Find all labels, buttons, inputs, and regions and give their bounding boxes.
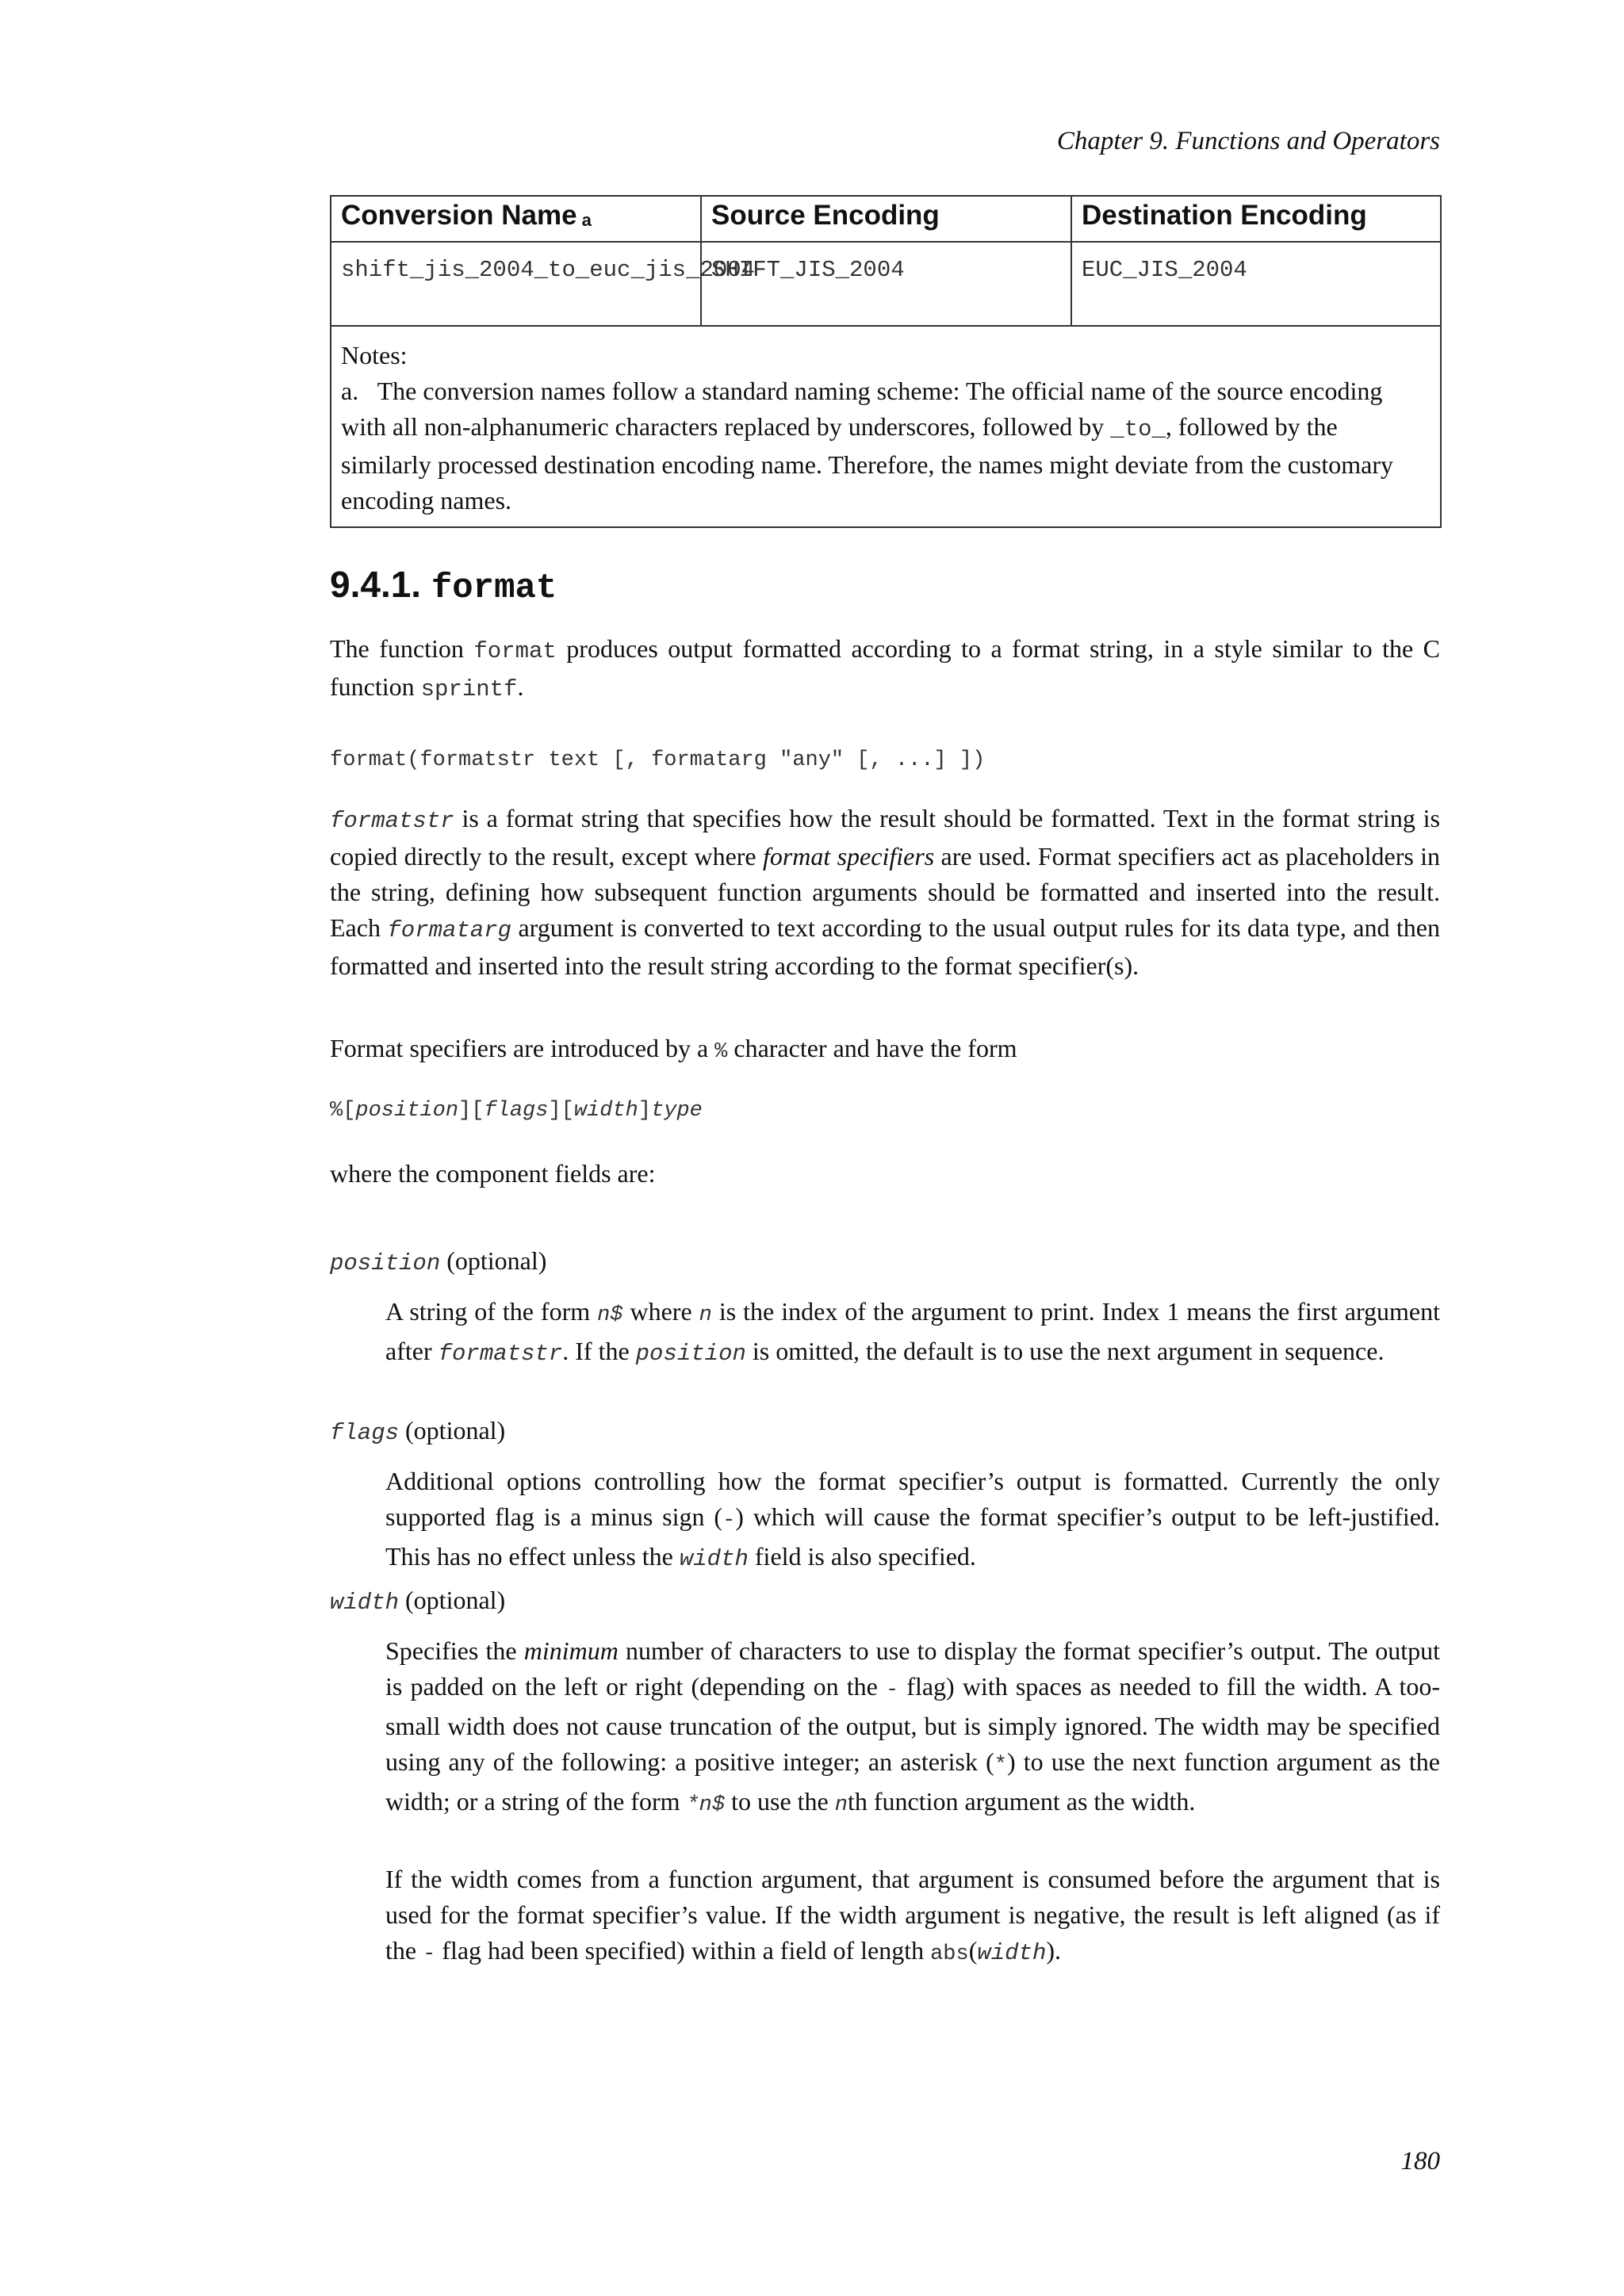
function-synopsis: format(formatstr text [, formatarg "any" [, ...] ]) <box>330 748 986 772</box>
note-a: a. The conversion names follow a standard naming scheme: The official name of the source encoding with all non-alphanumeric characters replaced by underscores, followed by _to_, followed by the similarly processed destination encoding name. Therefore, the names might deviate from the customary encoding names. <box>341 377 1393 515</box>
cell-conversion-name: shift_jis_2004_to_euc_jis_2004 <box>331 242 701 326</box>
term-position: position (optional) <box>330 1246 547 1276</box>
definition-flags: Additional options controlling how the format specifier’s output is formatted. Currently the only supported flag is a minus sign (-) which will cause the format specifier’s output to be left-justified. This has no effect unless the width field is also specified. <box>385 1467 1441 1572</box>
formatstr-paragraph: formatstr is a format string that specifies how the result should be formatted. Text in the format string is copied directly to the result, except where format specifiers are used. Format specifiers act as placeholders in the string, defining how subsequent function arguments should be formatted and inserted into the result. Each formatarg argument is converted to text according to the usual output rules for its data type, and then formatted and inserted into the result string according to the format specifier(s). <box>330 804 1441 980</box>
conversion-table <box>330 195 1442 528</box>
notes-label: Notes: <box>341 341 408 369</box>
table-notes-row <box>331 326 1441 527</box>
column-header-destination-encoding: Destination Encoding <box>1071 196 1441 242</box>
page-number: 180 <box>1400 2147 1440 2175</box>
table-header-row <box>331 196 1441 242</box>
table-row <box>331 242 1441 326</box>
column-header-conversion-name: Conversion Name $^a$ <box>331 196 701 242</box>
definition-position: A string of the form n$ where n is the index of the argument to print. Index 1 means the first argument after formatstr. If the position is omitted, the default is to use the next argument in sequence. <box>385 1297 1441 1367</box>
definition-width: Specifies the minimum number of characters to use to display the format specifier’s output. The output is padded on the left or right (depending on the - flag) with spaces as needed to fill the width. A too-small width does not cause truncation of the output, but is simply ignored. The width may be specified using any of the following: a positive integer; an asterisk (*) to use the next function argument as the width; or a string of the form *n$ to use the nth function argument as the width. <box>385 1636 1441 1817</box>
cell-source-encoding: SHIFT_JIS_2004 <box>701 242 1071 326</box>
term-flags: flags (optional) <box>330 1416 506 1446</box>
term-width: width (optional) <box>330 1586 506 1616</box>
fields-intro: where the component fields are: <box>330 1159 656 1188</box>
column-header-source-encoding: Source Encoding <box>701 196 1071 242</box>
cell-destination-encoding: EUC_JIS_2004 <box>1071 242 1441 326</box>
intro-paragraph: The function format produces output formatted according to a format string, in a style similar to the C function sprintf. <box>330 634 1441 702</box>
footnote-marker: a <box>581 210 592 230</box>
definition-width-continued: If the width comes from a function argument, that argument is consumed before the argument that is used for the format specifier’s value. If the width argument is negative, the result is left aligned (as if the - flag had been specified) within a field of length abs(width). <box>385 1865 1440 1966</box>
specifier-form: %[position][flags][width]type <box>330 1099 703 1123</box>
table-notes <box>331 326 1441 527</box>
note-marker: a. <box>341 377 359 405</box>
specifier-intro-paragraph: Format specifiers are introduced by a % character and have the form <box>330 1034 1017 1064</box>
running-header: Chapter 9. Functions and Operators <box>1056 127 1440 155</box>
section-heading: 9.4.1. format <box>330 564 557 608</box>
